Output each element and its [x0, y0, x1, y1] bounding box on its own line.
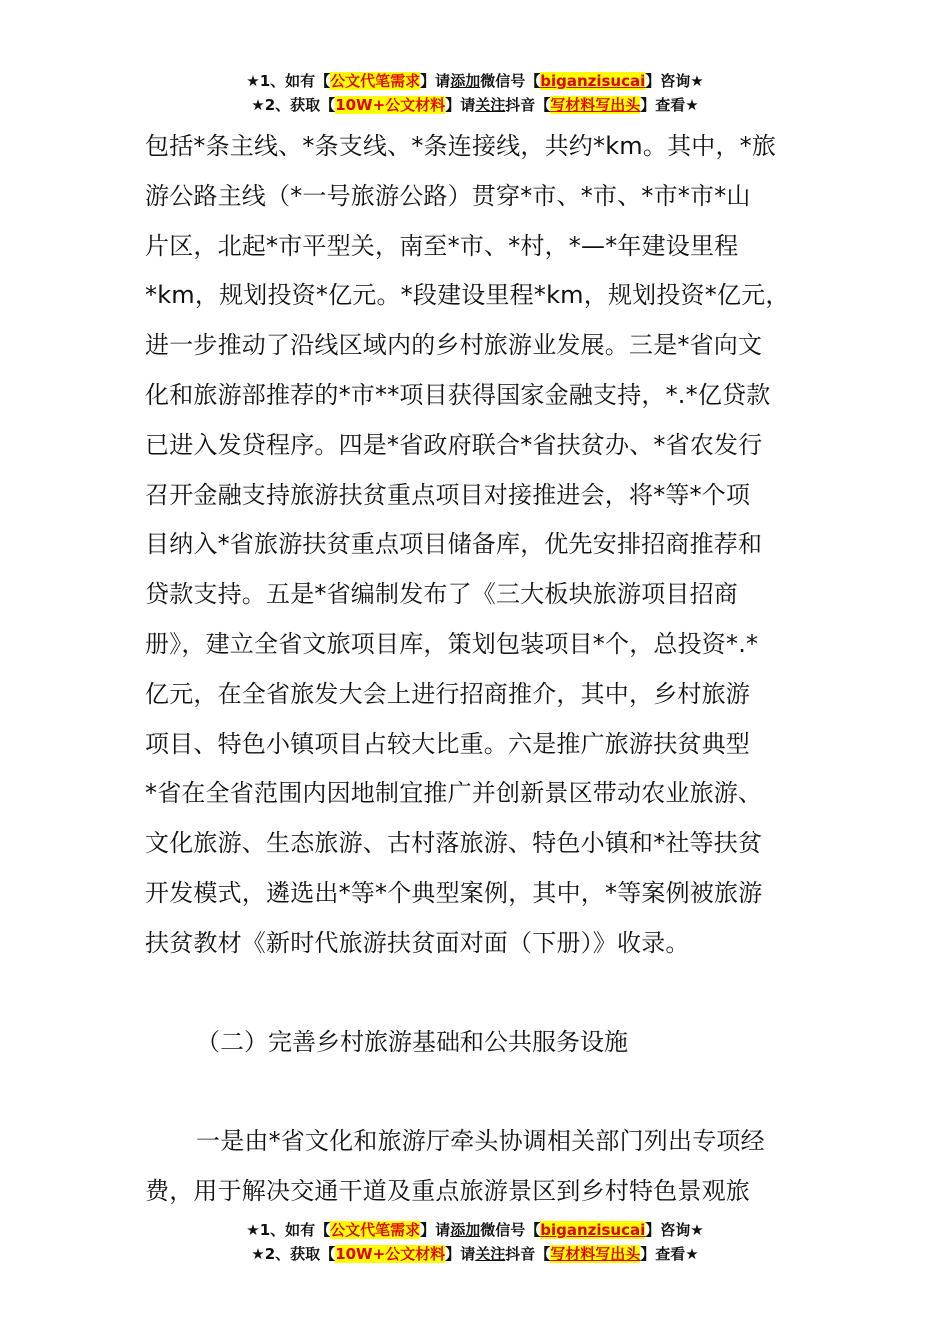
text-line: 片区，北起*市平型关，南至*市、*村，*—*年建设里程	[145, 231, 739, 260]
text: ★2、获取【	[251, 1245, 336, 1263]
text: ★2、获取【	[251, 96, 336, 114]
section-heading: （二）完善乡村旅游基础和公共服务设施	[196, 1028, 628, 1056]
text-line: 进一步推动了沿线区域内的乡村旅游业发展。三是*省向文	[145, 331, 763, 360]
text: 】咨询★	[645, 72, 704, 90]
promo-line-1	[0, 1218, 950, 1242]
promo-banner-top	[0, 69, 950, 117]
douyin-id: 写材料写出头	[550, 1245, 641, 1263]
text-line: *省在全省范围内因地制宜推广并创新景区带动农业旅游、	[145, 779, 763, 808]
text: 微信号【	[480, 72, 541, 90]
text-line: 贷款支持。五是*省编制发布了《三大板块旅游项目招商	[145, 580, 738, 609]
text: ★1、如有【	[246, 1221, 331, 1239]
highlight: 公文代笔需求	[330, 1221, 421, 1239]
text-line: 开发模式，遴选出*等*个典型案例，其中，*等案例被旅游	[145, 878, 763, 907]
wechat-id: biganzisucai	[540, 1221, 646, 1239]
text: 】请	[420, 72, 451, 90]
text: 】请	[445, 96, 476, 114]
text: ★1、如有【	[246, 72, 331, 90]
text-line: 召开金融支持旅游扶贫重点项目对接推进会，将*等*个项	[145, 480, 751, 509]
text-line: 目纳入*省旅游扶贫重点项目储备库，优先安排招商推荐和	[145, 530, 763, 559]
text-line: 文化旅游、生态旅游、古村落旅游、特色小镇和*社等扶贫	[145, 829, 763, 858]
highlight: 公文代笔需求	[330, 72, 421, 90]
body-paragraph	[145, 122, 845, 969]
text: 添加	[450, 72, 481, 90]
text: 抖音【	[505, 1245, 551, 1263]
text-line: 游公路主线（*一号旅游公路）贯穿*市、*市、*市*市*山	[145, 181, 751, 210]
text: 】请	[420, 1221, 451, 1239]
promo-banner-bottom	[0, 1218, 950, 1266]
text: 抖音【	[505, 96, 551, 114]
douyin-id: 写材料写出头	[550, 96, 641, 114]
text-line: 化和旅游部推荐的*市**项目获得国家金融支持，*.*亿贷款	[145, 380, 771, 409]
text: 】请	[445, 1245, 476, 1263]
text-line: 一是由*省文化和旅游厅牵头协调相关部门列出专项经	[196, 1127, 765, 1155]
highlight: 10W+公文材料	[335, 96, 446, 114]
text: 关注	[475, 96, 506, 114]
text-line: 费，用于解决交通干道及重点旅游景区到乡村特色景观旅	[145, 1176, 750, 1205]
text: 添加	[450, 1221, 481, 1239]
text: 】咨询★	[645, 1221, 704, 1239]
text-line: 包括*条主线、*条支线、*条连接线，共约*km。其中，*旅	[145, 132, 777, 160]
highlight: 10W+公文材料	[335, 1245, 446, 1263]
text-line: 项目、特色小镇项目占较大比重。六是推广旅游扶贫典型	[145, 729, 750, 758]
text-line: 扶贫教材《新时代旅游扶贫面对面（下册）》收录。	[145, 928, 690, 957]
text: 关注	[475, 1245, 506, 1263]
body-paragraph-2	[145, 1117, 765, 1217]
text-line: 已进入发贷程序。四是*省政府联合*省扶贫办、*省农发行	[145, 430, 763, 459]
text-line: 册》，建立全省文旅项目库，策划包装项目*个，总投资*.*	[145, 629, 759, 658]
text: 】查看★	[640, 1245, 699, 1263]
text-line: *km，规划投资*亿元。*段建设里程*km，规划投资*亿元，	[145, 281, 790, 310]
wechat-id: biganzisucai	[540, 72, 646, 90]
promo-line-2	[0, 93, 950, 117]
text-line: 亿元，在全省旅发大会上进行招商推介，其中，乡村旅游	[145, 679, 750, 708]
promo-line-2	[0, 1242, 950, 1266]
text: 微信号【	[480, 1221, 541, 1239]
text: 】查看★	[640, 96, 699, 114]
promo-line-1	[0, 69, 950, 93]
